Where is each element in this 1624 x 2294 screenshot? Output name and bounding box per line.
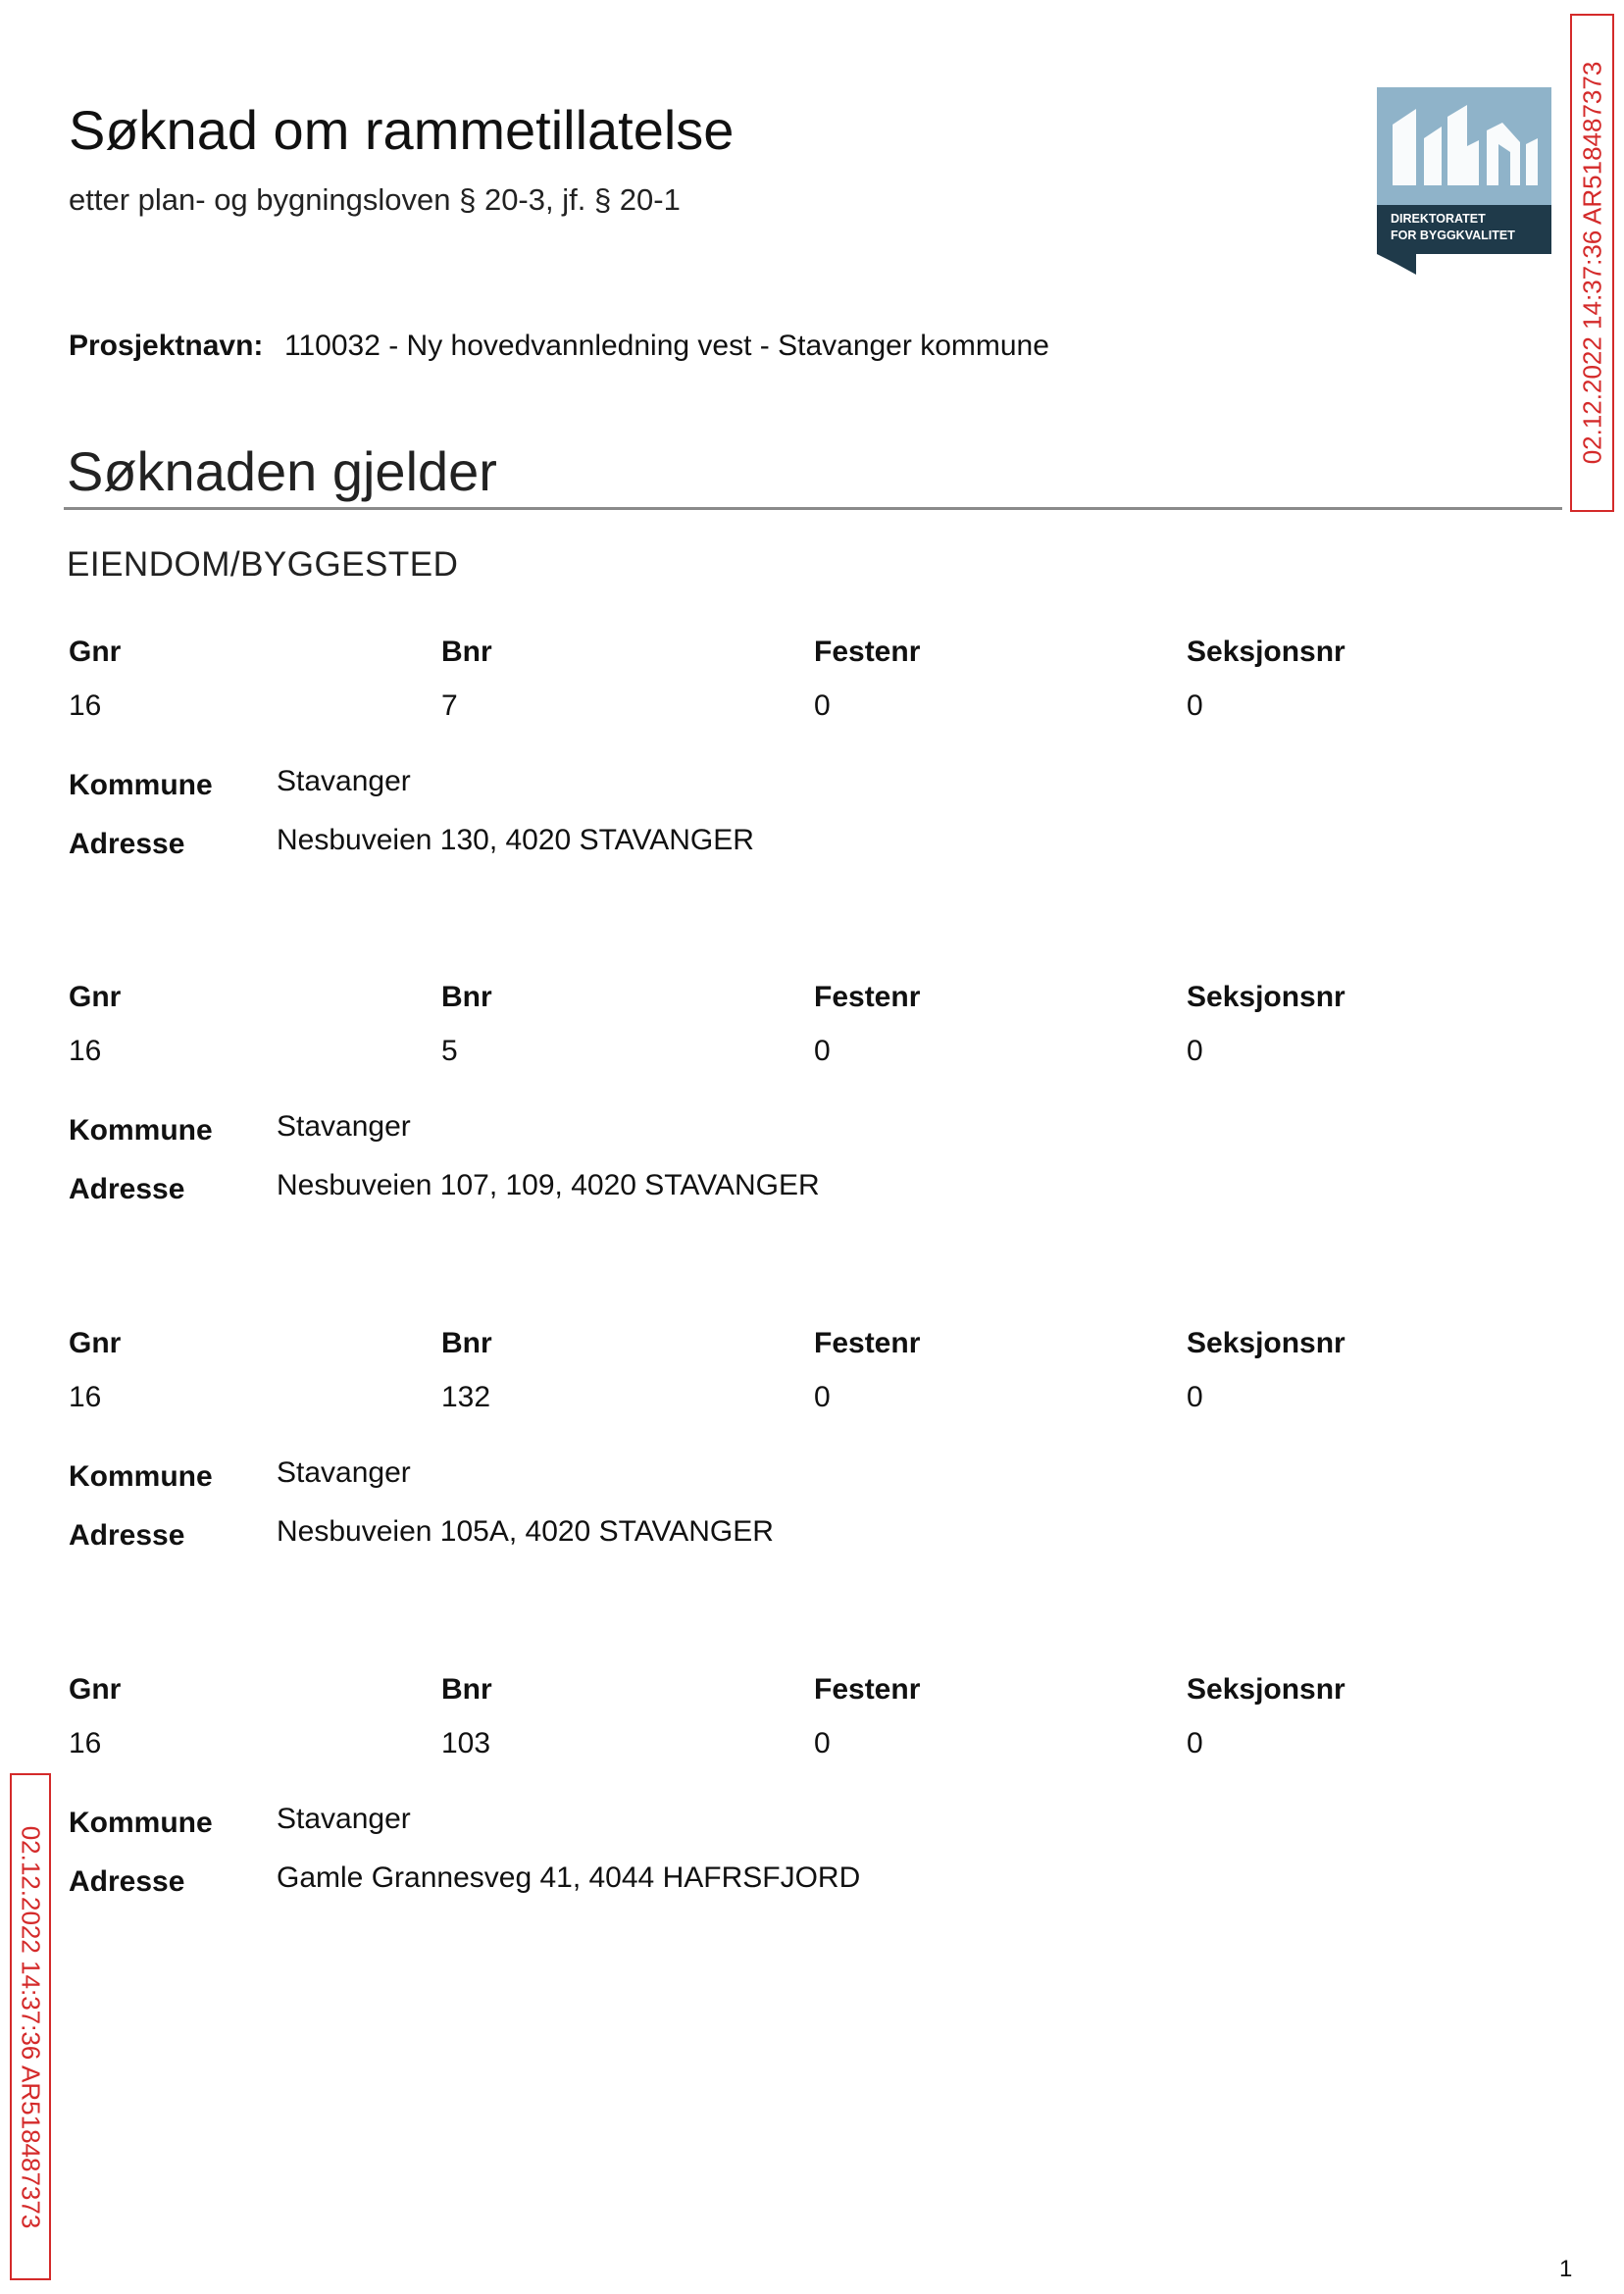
adresse-label: Adresse <box>69 1173 185 1205</box>
kommune-value: Stavanger <box>277 1110 411 1143</box>
document-subtitle: etter plan- og bygningsloven § 20-3, jf. § 20-1 <box>69 182 681 217</box>
logo-text-line1: DIREKTORATET <box>1391 212 1486 226</box>
bnr-label: Bnr <box>441 1673 492 1706</box>
seksjonsnr-value: 0 <box>1187 1035 1203 1067</box>
gnr-label: Gnr <box>69 636 122 668</box>
festenr-label: Festenr <box>814 636 921 668</box>
gnr-value: 16 <box>69 1381 102 1413</box>
archive-stamp-text: 02.12.2022 14:37:36 AR518487373 <box>1577 61 1606 465</box>
bnr-label: Bnr <box>441 981 492 1013</box>
festenr-label: Festenr <box>814 1327 921 1359</box>
bnr-value: 103 <box>441 1727 491 1759</box>
logo-text-line2: FOR BYGGKVALITET <box>1391 229 1515 242</box>
kommune-value: Stavanger <box>277 1803 411 1835</box>
kommune-value: Stavanger <box>277 1456 411 1489</box>
bnr-label: Bnr <box>441 636 492 668</box>
document-title: Søknad om rammetillatelse <box>69 99 735 161</box>
seksjonsnr-label: Seksjonsnr <box>1187 981 1345 1013</box>
seksjonsnr-label: Seksjonsnr <box>1187 1673 1345 1706</box>
adresse-label: Adresse <box>69 1519 185 1552</box>
project-name-label: Prosjektnavn: <box>69 330 264 362</box>
archive-stamp-text: 02.12.2022 14:37:36 AR518487373 <box>16 1825 46 2228</box>
archive-stamp-right <box>1570 14 1614 512</box>
festenr-value: 0 <box>814 1381 831 1413</box>
adresse-label: Adresse <box>69 1865 185 1898</box>
festenr-value: 0 <box>814 1727 831 1759</box>
kommune-label: Kommune <box>69 769 213 801</box>
festenr-label: Festenr <box>814 981 921 1013</box>
section-divider <box>64 507 1562 510</box>
kommune-value: Stavanger <box>277 765 411 797</box>
gnr-label: Gnr <box>69 1673 122 1706</box>
bnr-value: 5 <box>441 1035 458 1067</box>
gnr-value: 16 <box>69 1727 102 1759</box>
adresse-value: Nesbuveien 107, 109, 4020 STAVANGER <box>277 1169 820 1201</box>
project-name-value: 110032 - Ny hovedvannledning vest - Stavanger kommune <box>284 330 1049 362</box>
festenr-value: 0 <box>814 1035 831 1067</box>
gnr-label: Gnr <box>69 981 122 1013</box>
dibk-logo <box>1377 87 1551 275</box>
property-block <box>69 1327 1540 1562</box>
kommune-label: Kommune <box>69 1807 213 1839</box>
seksjonsnr-label: Seksjonsnr <box>1187 1327 1345 1359</box>
subsection-title: EIENDOM/BYGGESTED <box>67 545 459 584</box>
adresse-value: Nesbuveien 105A, 4020 STAVANGER <box>277 1515 774 1548</box>
adresse-label: Adresse <box>69 828 185 860</box>
adresse-value: Gamle Grannesveg 41, 4044 HAFRSFJORD <box>277 1861 861 1894</box>
seksjonsnr-value: 0 <box>1187 689 1203 722</box>
property-block <box>69 636 1540 871</box>
seksjonsnr-label: Seksjonsnr <box>1187 636 1345 668</box>
bnr-label: Bnr <box>441 1327 492 1359</box>
bnr-value: 7 <box>441 689 458 722</box>
property-block <box>69 981 1540 1216</box>
gnr-label: Gnr <box>69 1327 122 1359</box>
festenr-label: Festenr <box>814 1673 921 1706</box>
page-number: 1 <box>1559 2256 1573 2282</box>
festenr-value: 0 <box>814 689 831 722</box>
seksjonsnr-value: 0 <box>1187 1727 1203 1759</box>
kommune-label: Kommune <box>69 1114 213 1147</box>
gnr-value: 16 <box>69 1035 102 1067</box>
bnr-value: 132 <box>441 1381 491 1413</box>
seksjonsnr-value: 0 <box>1187 1381 1203 1413</box>
section-title: Søknaden gjelder <box>67 440 497 502</box>
property-block <box>69 1673 1540 1909</box>
gnr-value: 16 <box>69 689 102 722</box>
archive-stamp-left <box>10 1773 51 2280</box>
kommune-label: Kommune <box>69 1460 213 1493</box>
adresse-value: Nesbuveien 130, 4020 STAVANGER <box>277 824 754 856</box>
